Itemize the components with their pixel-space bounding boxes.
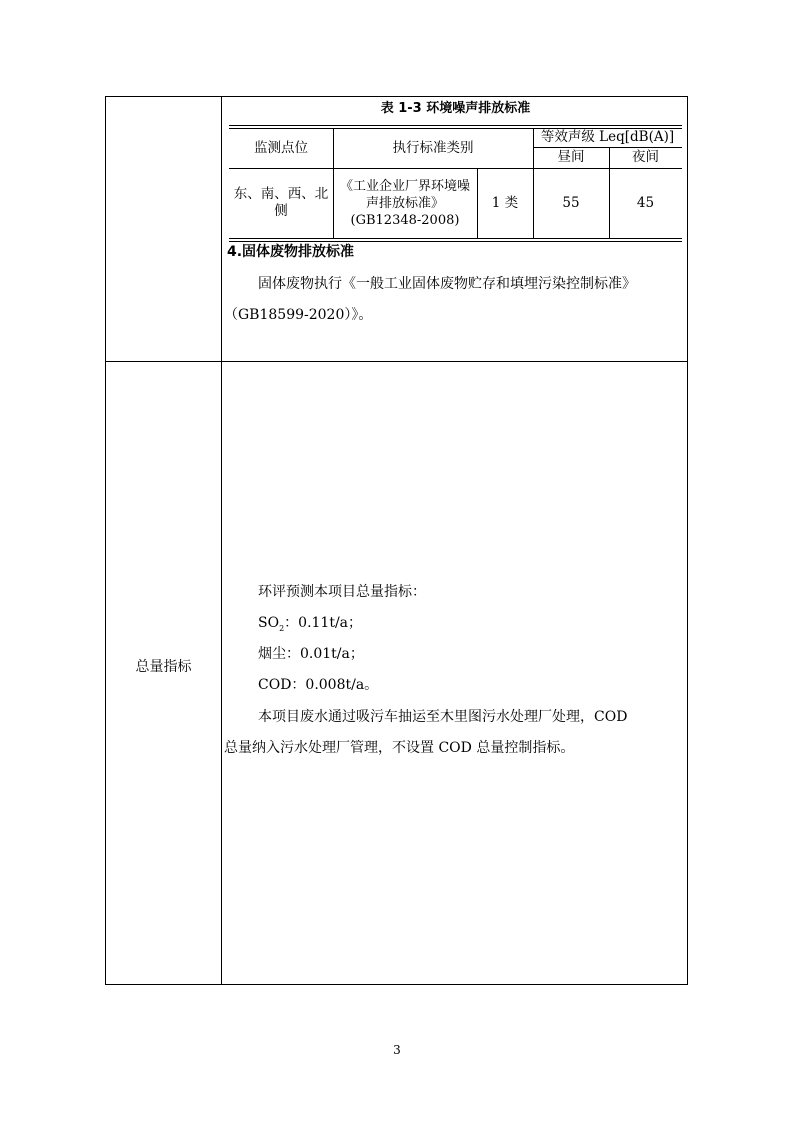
- header-level: 等效声级 Leq[dB(A)]: [540, 129, 675, 145]
- cell-night: 45: [636, 194, 655, 211]
- total-so2: [258, 612, 362, 633]
- total-dust: 烟尘：0.01t/a；: [258, 646, 364, 662]
- cell-day: 55: [562, 194, 580, 211]
- table-top-rule: [229, 125, 682, 126]
- row-divider: [105, 361, 688, 362]
- page-number: 3: [393, 1042, 401, 1057]
- section4-para-line2: （GB18599-2020）》。: [224, 307, 373, 323]
- total-note-line2: 总量纳入污水处理厂管理，不设置 COD 总量控制指标。: [224, 740, 575, 756]
- section4-heading: 4.固体废物排放标准: [227, 244, 355, 260]
- header-point: 监测点位: [254, 139, 308, 156]
- header-day: 昼间: [557, 149, 585, 165]
- outer-border-right: [687, 96, 688, 985]
- column-divider: [221, 96, 222, 985]
- outer-border-bottom: [105, 984, 688, 985]
- cell-standard: 《工业企业厂界环境噪声排放标准》(GB12348-2008): [340, 178, 471, 228]
- so2-subscript: 2: [279, 623, 285, 633]
- total-label: 总量指标: [135, 658, 192, 675]
- table-bottom-rule: [229, 238, 682, 239]
- total-intro: 环评预测本项目总量指标：: [258, 584, 426, 600]
- so2-label: SO: [258, 615, 280, 631]
- total-note-line1: 本项目废水通过吸污车抽运至木里图污水处理厂处理，COD: [258, 709, 628, 725]
- total-cod: COD：0.008t/a。: [258, 677, 379, 693]
- section4-para-line1: 固体废物执行《一般工业固体废物贮存和填埋污染控制标准》: [258, 276, 636, 292]
- table-caption: 表 1-3 环境噪声排放标准: [380, 100, 531, 116]
- header-standard: 执行标准类别: [392, 139, 474, 156]
- cell-class: 1 类: [491, 194, 519, 211]
- so2-value: ：0.11t/a；: [284, 615, 363, 631]
- cell-point: 东、南、西、北侧: [233, 186, 329, 219]
- outer-border-left: [105, 96, 106, 985]
- header-night: 夜间: [632, 149, 659, 165]
